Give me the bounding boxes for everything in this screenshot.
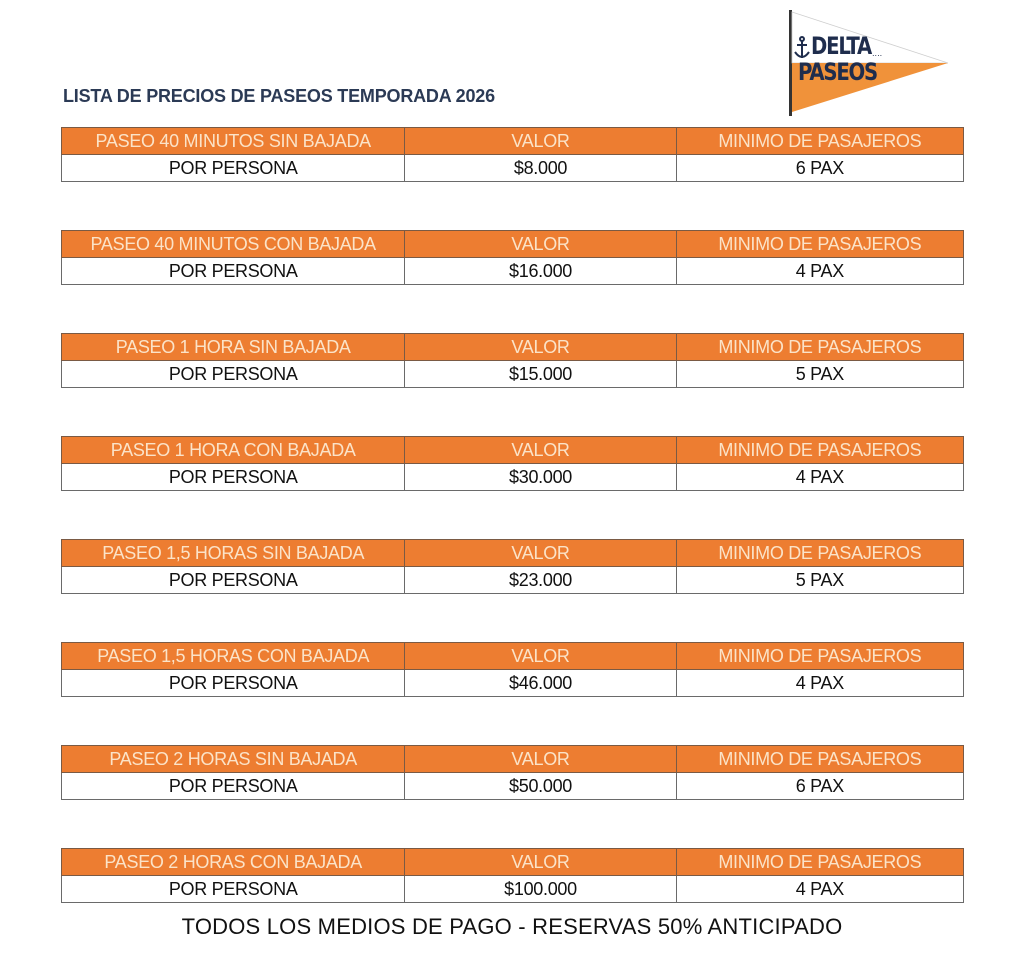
price-value: $50.000 (405, 773, 676, 800)
price-value: $8.000 (405, 155, 676, 182)
tour-name: PASEO 1 HORA SIN BAJADA (62, 334, 405, 361)
table-row (62, 670, 964, 697)
min-passengers-header: MINIMO DE PASAJEROS (676, 437, 963, 464)
min-passengers-header: MINIMO DE PASAJEROS (676, 231, 963, 258)
price-value: $15.000 (405, 361, 676, 388)
table-row (62, 464, 964, 491)
min-passengers-value: 6 PAX (676, 155, 963, 182)
table-row (62, 876, 964, 903)
value-header: VALOR (405, 849, 676, 876)
price-value: $23.000 (405, 567, 676, 594)
svg-text:....: .... (872, 49, 883, 58)
price-table-1-5h-con-bajada (61, 642, 964, 697)
unit-label: POR PERSONA (62, 670, 405, 697)
min-passengers-header: MINIMO DE PASAJEROS (676, 128, 963, 155)
unit-label: POR PERSONA (62, 155, 405, 182)
value-header: VALOR (405, 643, 676, 670)
price-value: $16.000 (405, 258, 676, 285)
price-table-40min-sin-bajada (61, 127, 964, 182)
logo-text-paseos: PASEOS (798, 58, 877, 86)
unit-label: POR PERSONA (62, 773, 405, 800)
value-header: VALOR (405, 128, 676, 155)
table-header-row (62, 746, 964, 773)
price-value: $30.000 (405, 464, 676, 491)
payment-note: TODOS LOS MEDIOS DE PAGO - RESERVAS 50% ANTICIPADO (181, 914, 843, 939)
tour-name: PASEO 1,5 HORAS CON BAJADA (62, 643, 405, 670)
table-row (62, 155, 964, 182)
unit-label: POR PERSONA (62, 567, 405, 594)
table-header-row (62, 437, 964, 464)
value-header: VALOR (405, 334, 676, 361)
price-table-1h-con-bajada (61, 436, 964, 491)
tour-name: PASEO 40 MINUTOS CON BAJADA (62, 231, 405, 258)
min-passengers-header: MINIMO DE PASAJEROS (676, 334, 963, 361)
delta-paseos-logo (786, 8, 956, 118)
tour-name: PASEO 2 HORAS CON BAJADA (62, 849, 405, 876)
price-table-1h-sin-bajada (61, 333, 964, 388)
tour-name: PASEO 1,5 HORAS SIN BAJADA (62, 540, 405, 567)
table-header-row (62, 540, 964, 567)
unit-label: POR PERSONA (62, 464, 405, 491)
table-row (62, 258, 964, 285)
min-passengers-value: 4 PAX (676, 258, 963, 285)
value-header: VALOR (405, 540, 676, 567)
unit-label: POR PERSONA (62, 876, 405, 903)
unit-label: POR PERSONA (62, 361, 405, 388)
unit-label: POR PERSONA (62, 258, 405, 285)
tour-name: PASEO 1 HORA CON BAJADA (62, 437, 405, 464)
tour-name: PASEO 2 HORAS SIN BAJADA (62, 746, 405, 773)
logo-text-delta: DELTA (811, 32, 872, 60)
min-passengers-value: 4 PAX (676, 876, 963, 903)
tour-name: PASEO 40 MINUTOS SIN BAJADA (62, 128, 405, 155)
table-row (62, 361, 964, 388)
min-passengers-header: MINIMO DE PASAJEROS (676, 746, 963, 773)
min-passengers-value: 4 PAX (676, 464, 963, 491)
price-table-2h-sin-bajada (61, 745, 964, 800)
table-header-row (62, 231, 964, 258)
min-passengers-header: MINIMO DE PASAJEROS (676, 540, 963, 567)
page-title: LISTA DE PRECIOS DE PASEOS TEMPORADA 2026 (63, 86, 495, 106)
price-table-40min-con-bajada (61, 230, 964, 285)
table-row (62, 567, 964, 594)
value-header: VALOR (405, 231, 676, 258)
table-row (62, 773, 964, 800)
table-header-row (62, 643, 964, 670)
price-table-1-5h-sin-bajada (61, 539, 964, 594)
price-value: $46.000 (405, 670, 676, 697)
min-passengers-value: 4 PAX (676, 670, 963, 697)
table-header-row (62, 128, 964, 155)
value-header: VALOR (405, 746, 676, 773)
min-passengers-header: MINIMO DE PASAJEROS (676, 849, 963, 876)
min-passengers-header: MINIMO DE PASAJEROS (676, 643, 963, 670)
min-passengers-value: 5 PAX (676, 361, 963, 388)
price-value: $100.000 (405, 876, 676, 903)
table-header-row (62, 849, 964, 876)
min-passengers-value: 6 PAX (676, 773, 963, 800)
price-table-2h-con-bajada (61, 848, 964, 903)
min-passengers-value: 5 PAX (676, 567, 963, 594)
value-header: VALOR (405, 437, 676, 464)
table-header-row (62, 334, 964, 361)
